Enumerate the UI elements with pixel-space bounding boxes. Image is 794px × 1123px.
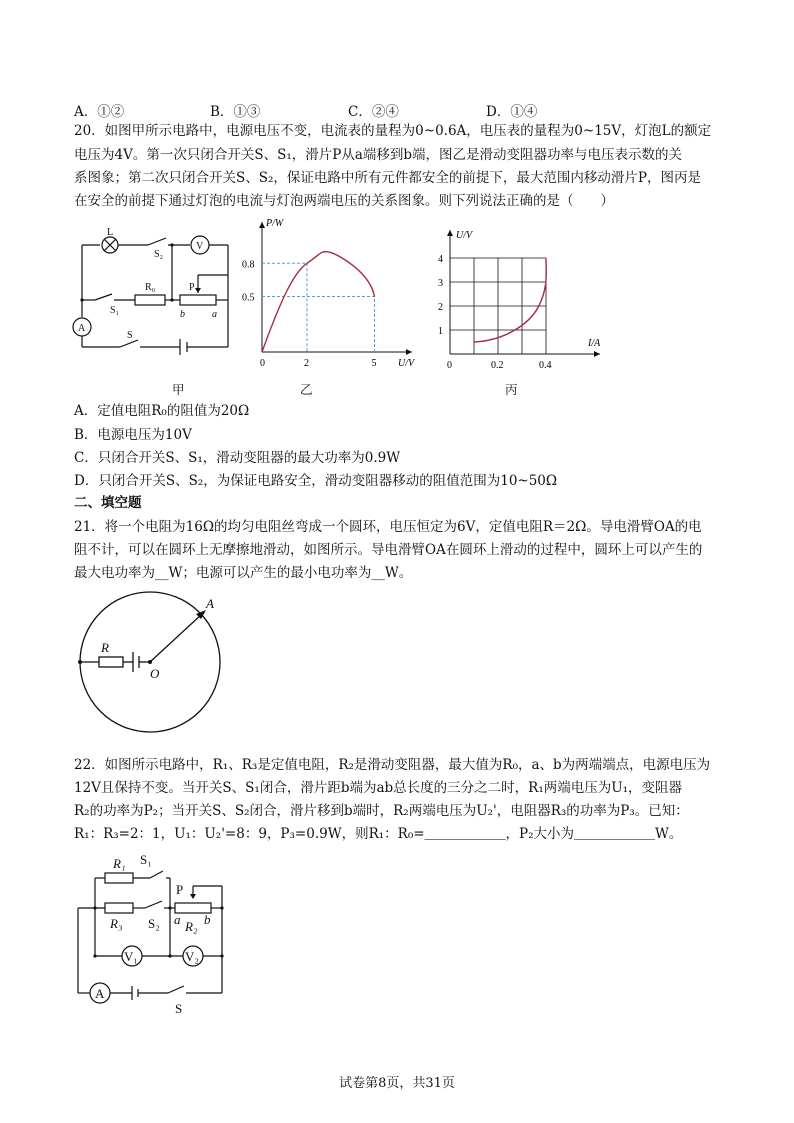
q22-line: 22．如图所示电路中，R₁、R₃是定值电阻，R₂是滑动变阻器，最大值为R₀，a、b为两端端点，电源电压为	[74, 757, 711, 773]
y-tick-label: 4	[438, 254, 443, 265]
q20-option: B．电源电压为10V	[74, 427, 192, 443]
label-V: V	[196, 241, 204, 252]
y-tick-label: 2	[438, 302, 443, 313]
q21-line: 阻不计，可以在圆环上无摩擦地滑动，如图所示。导电滑臂OA在圆环上滑动的过程中，圆环上可以产生的	[74, 542, 703, 558]
label-a-q22: a	[174, 912, 181, 927]
data-curve	[262, 252, 375, 352]
y-axis-arrow	[447, 230, 453, 236]
q21-line: 最大电功率为__W；电源可以产生的最小电功率为__W。	[74, 565, 413, 581]
section-heading: 二、填空题	[74, 495, 142, 511]
guide-line	[262, 263, 307, 352]
chart-bing	[425, 222, 610, 370]
q21-line: 21．将一个电阻为16Ω的均匀电阻丝弯成一个圆环，电压恒定为6V，定值电阻R＝2Ω。导电滑臂OA的电	[74, 519, 702, 535]
option-b: B．①③	[210, 104, 261, 120]
circuit-q22	[70, 848, 240, 1018]
x-tick-label: 5	[371, 358, 377, 369]
x-tick-label: 0.4	[539, 360, 552, 370]
label-a: a	[212, 309, 217, 320]
q22-line: R₁：R₃=2：1，U₁：U₂'=8：9，P₃=0.9W，则R₁：R₀=＿＿＿＿＿＿，P₂大小为＿＿＿＿＿＿W。	[74, 826, 683, 842]
option-a: A．①②	[74, 104, 125, 120]
label-S: S	[127, 330, 133, 341]
label-R1: R₁	[113, 856, 126, 871]
q20-option: D．只闭合开关S、S₂，为保证电路安全，滑动变阻器移动的阻值范围为10~50Ω	[74, 473, 558, 489]
label-O: O	[150, 666, 160, 681]
x-tick-label: 2	[304, 358, 309, 369]
label-P-q22: P	[176, 882, 184, 897]
x-tick-label: 0.2	[491, 360, 504, 370]
guide-line	[262, 297, 375, 352]
q22-line: R₂的功率为P₂；当开关S、S₂闭合，滑片移到b端时，R₂两端电压为U₂'，电阻器R₃的功率为P₃。已知：	[74, 803, 689, 819]
label-S1: S₁	[110, 305, 120, 316]
circle-figure	[70, 590, 245, 740]
q20-line: 20．如图甲所示电路中，电源电压不变，电流表的量程为0~0.6A，电压表的量程为0~15V，灯泡L的额定	[74, 123, 712, 139]
x-axis-arrow	[406, 349, 412, 355]
label-L: L	[107, 227, 114, 238]
q20-line: 电压为4V。第一次只闭合开关S、S₁，滑片P从a端移到b端，图乙是滑动变阻器功率与电压表示数的关	[74, 147, 683, 163]
label-R2: R₂	[185, 919, 198, 934]
label-R: R	[101, 640, 109, 655]
y-axis-arrow	[259, 222, 265, 228]
label-b-q22: b	[204, 912, 211, 927]
q20-line: 系图象；第二次只闭合开关S、S₂，保证电路中所有元件都安全的前提下，最大范围内移动滑片P，图丙是	[74, 170, 701, 186]
circuit-jia	[70, 225, 240, 365]
y-tick-label: 0.8	[242, 259, 255, 271]
caption-bing: 丙	[505, 382, 518, 397]
q20-line: 在安全的前提下通过灯泡的电流与灯泡两端电压的关系图象。则下列说法正确的是（ ）	[74, 193, 614, 209]
caption-yi: 乙	[300, 382, 313, 397]
label-S2: S₂	[154, 249, 164, 260]
x-axis-label: I/A	[588, 338, 601, 349]
label-S1-q22: S₁	[140, 852, 152, 867]
label-R3: R₃	[110, 916, 123, 931]
label-A-point: A	[206, 596, 214, 611]
chart-yi	[240, 210, 420, 370]
y-tick-label: 1	[438, 326, 443, 337]
y-axis-label: U/V	[456, 230, 473, 241]
label-A-q22: A	[95, 986, 105, 1001]
label-R0: R₀	[145, 282, 156, 293]
data-curve	[474, 258, 546, 342]
y-tick-label: 3	[438, 278, 443, 289]
x-axis-label: U/V	[398, 358, 415, 369]
label-V1: V₁	[124, 949, 138, 964]
label-V2: V₂	[185, 949, 199, 964]
option-d: D．①④	[486, 104, 538, 120]
label-P: P	[189, 282, 195, 293]
x-axis-arrow	[594, 351, 600, 357]
label-A: A	[78, 323, 86, 334]
label-S2-q22: S₂	[148, 916, 160, 931]
caption-jia: 甲	[172, 382, 185, 397]
q20-option: A．定值电阻R₀的阻值为20Ω	[74, 403, 250, 419]
y-axis-label: P/W	[266, 218, 284, 229]
x-tick-label: 0	[447, 360, 452, 370]
page-footer: 试卷第8页，共31页	[339, 1076, 455, 1091]
label-b: b	[180, 309, 185, 320]
y-tick-label: 0.5	[242, 292, 255, 304]
q20-option: C．只闭合开关S、S₁，滑动变阻器的最大功率为0.9W	[74, 450, 401, 466]
option-c: C．②④	[348, 104, 399, 120]
x-tick-label: 0	[260, 358, 265, 369]
q22-line: 12V且保持不变。当开关S、S₁闭合，滑片距b端为ab总长度的三分之二时，R₁两端电压为U₁，变阻器	[74, 780, 683, 796]
label-S-q22: S	[175, 1001, 183, 1016]
